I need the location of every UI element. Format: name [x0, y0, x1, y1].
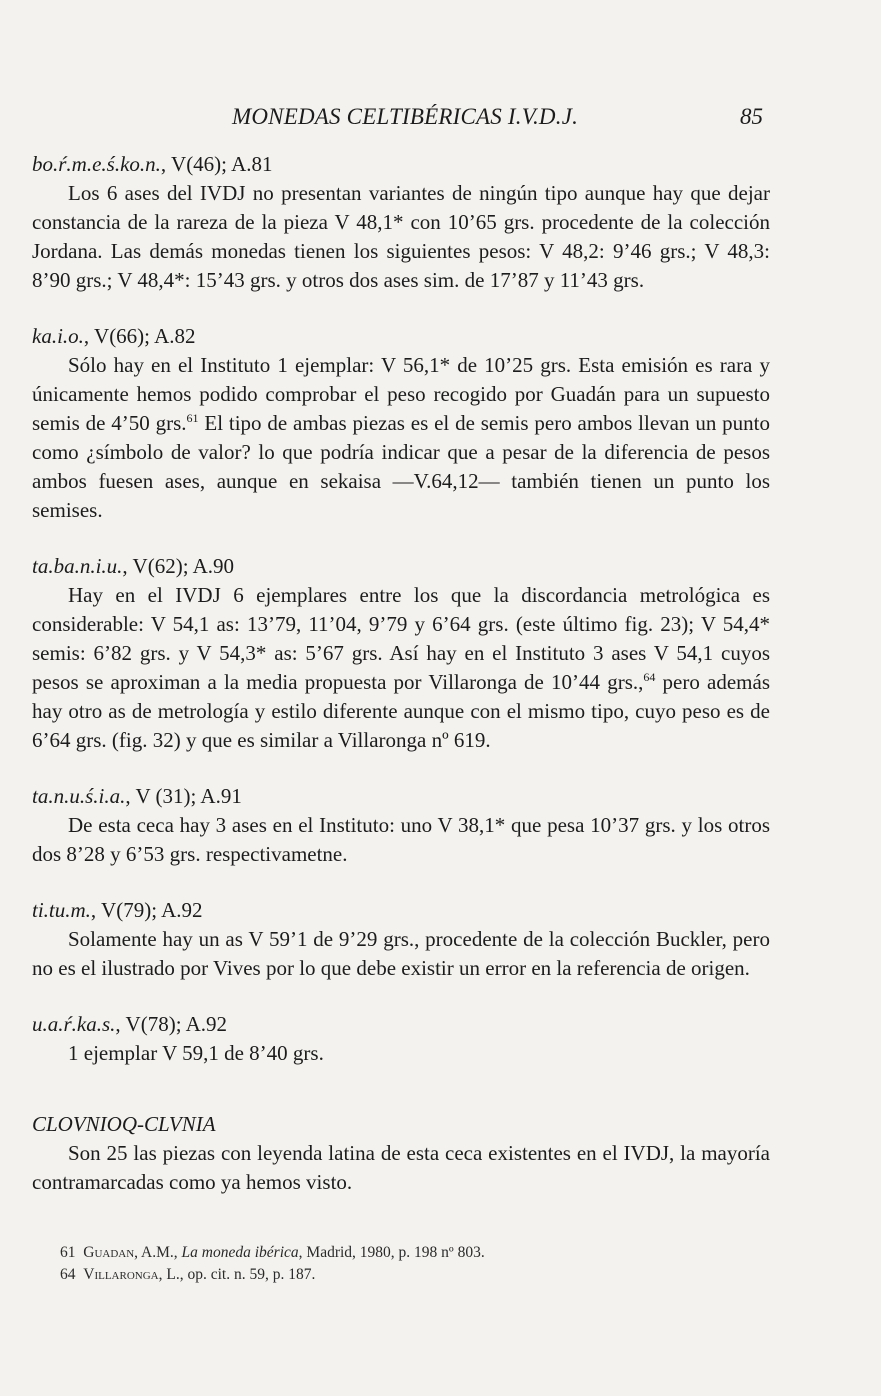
page-number: 85 [740, 104, 763, 129]
entry-tabaniu [32, 552, 770, 755]
entry-text: De esta ceca hay 3 ases en el Instituto: uno V 38,1* que pesa 10’37 grs. y los otros dos 8’28 y 6’53 grs. respectivametne. [32, 813, 770, 866]
entry-text-part: pero además hay otro as de metrología y estilo diferente aunque con el mismo tipo, cuyo peso es de 6’64 grs. (fig. 32) y que es similar a Villaronga nº 619. [32, 670, 770, 752]
catalog-reference: , V(66); A.82 [83, 324, 196, 348]
entry-heading [32, 782, 770, 811]
page-body [32, 150, 770, 1197]
footnote-ref: 64 [643, 670, 656, 684]
catalog-reference: , V(78); A.92 [115, 1012, 228, 1036]
footnote-author: Guadan, A.M. [83, 1244, 174, 1261]
page-header [0, 104, 881, 138]
entry-heading [32, 322, 770, 351]
catalog-reference: , V (31); A.91 [125, 784, 242, 808]
entry-heading [32, 896, 770, 925]
entry-heading [32, 150, 770, 179]
footnote-title: La moneda ibérica [181, 1244, 299, 1261]
footnote-author: Villaronga, L. [83, 1266, 180, 1283]
footnote-rest: , Madrid, 1980, p. 198 nº 803. [298, 1244, 485, 1261]
entry-kaio [32, 322, 770, 525]
entry-text-part: Sólo hay en el Instituto 1 ejemplar: V 56,1* de 10’25 grs. Esta emisión es rara y únicamente hemos podido comprobar el peso recogido por Guadán para un supuesto semis de 4’50 grs. [32, 353, 770, 435]
footnote-number: 61 [60, 1244, 76, 1261]
footnote-rest: , op. cit. n. 59, p. 187. [179, 1266, 316, 1283]
entry-heading [32, 552, 770, 581]
entry-text: Solamente hay un as V 59’1 de 9’29 grs., procedente de la colección Buckler, pero no es el ilustrado por Vives por lo que debe existir un error en la referencia de origen. [32, 927, 770, 980]
catalog-reference: , V(46); A.81 [160, 152, 273, 176]
section-title: CLOVNIOQ-CLVNIA [32, 1112, 216, 1136]
entry-heading [32, 1010, 770, 1039]
catalog-reference: , V(79); A.92 [90, 898, 203, 922]
entry-text: Los 6 ases del IVDJ no presentan variantes de ningún tipo aunque hay que dejar constancia de la rareza de la pieza V 48,1* con 10’65 grs. procedente de la colección Jordana. Las demás monedas tienen los siguientes pesos: V 48,2: 9’46 grs.; V 48,3: 8’90 grs.; V 48,4*: 15’43 grs. y otros dos ases sim. de 17’87 y 11’43 grs. [32, 181, 770, 292]
entry-text: 1 ejemplar V 59,1 de 8’40 grs. [68, 1041, 324, 1065]
entry-text-part: El tipo de ambas piezas es el de semis pero ambos llevan un punto como ¿símbolo de valor? lo que podría indicar que a pesar de la diferencia de pesos ambos fuesen ases, aunque en sekaisa —V.64,12— también tienen un punto los semises. [32, 411, 770, 522]
coin-legend: ka.i.o. [32, 324, 84, 348]
catalog-reference: , V(62); A.90 [122, 554, 235, 578]
entry-bormeskon [32, 150, 770, 295]
entry-tanusia [32, 782, 770, 869]
section-text: Son 25 las piezas con leyenda latina de esta ceca existentes en el IVDJ, la mayoría contramarcadas como ya hemos visto. [32, 1141, 770, 1194]
entry-text [32, 351, 770, 525]
footnotes [60, 1242, 760, 1286]
coin-legend: u.a.ŕ.ka.s. [32, 1012, 116, 1036]
footnote-ref: 61 [186, 411, 199, 425]
footnote [60, 1264, 760, 1286]
coin-legend: ta.n.u.ś.i.a. [32, 784, 126, 808]
entry-text-part: Hay en el IVDJ 6 ejemplares entre los que la discordancia metrológica es considerable: V 54,1 as: 13’79, 11’04, 9’79 y 6’64 grs. (este último fig. 23); V 54,4* semis: 6’82 grs. y V 54,3* as: 5’67 grs. Así hay en el Instituto 3 ases V 54,1 cuyos pesos se aproximan a la media propuesta por Villaronga de 10’44 grs., [32, 583, 770, 694]
coin-legend: ta.ba.n.i.u. [32, 554, 123, 578]
entry-titum [32, 896, 770, 983]
footnote-sep: , [173, 1244, 182, 1261]
entry-uarkas [32, 1010, 770, 1068]
coin-legend: ti.tu.m. [32, 898, 91, 922]
running-title: MONEDAS CELTIBÉRICAS I.V.D.J. [232, 104, 579, 129]
entry-text [32, 581, 770, 755]
coin-legend: bo.ŕ.m.e.ś.ko.n. [32, 152, 161, 176]
footnote-number: 64 [60, 1266, 76, 1283]
footnote [60, 1242, 760, 1264]
